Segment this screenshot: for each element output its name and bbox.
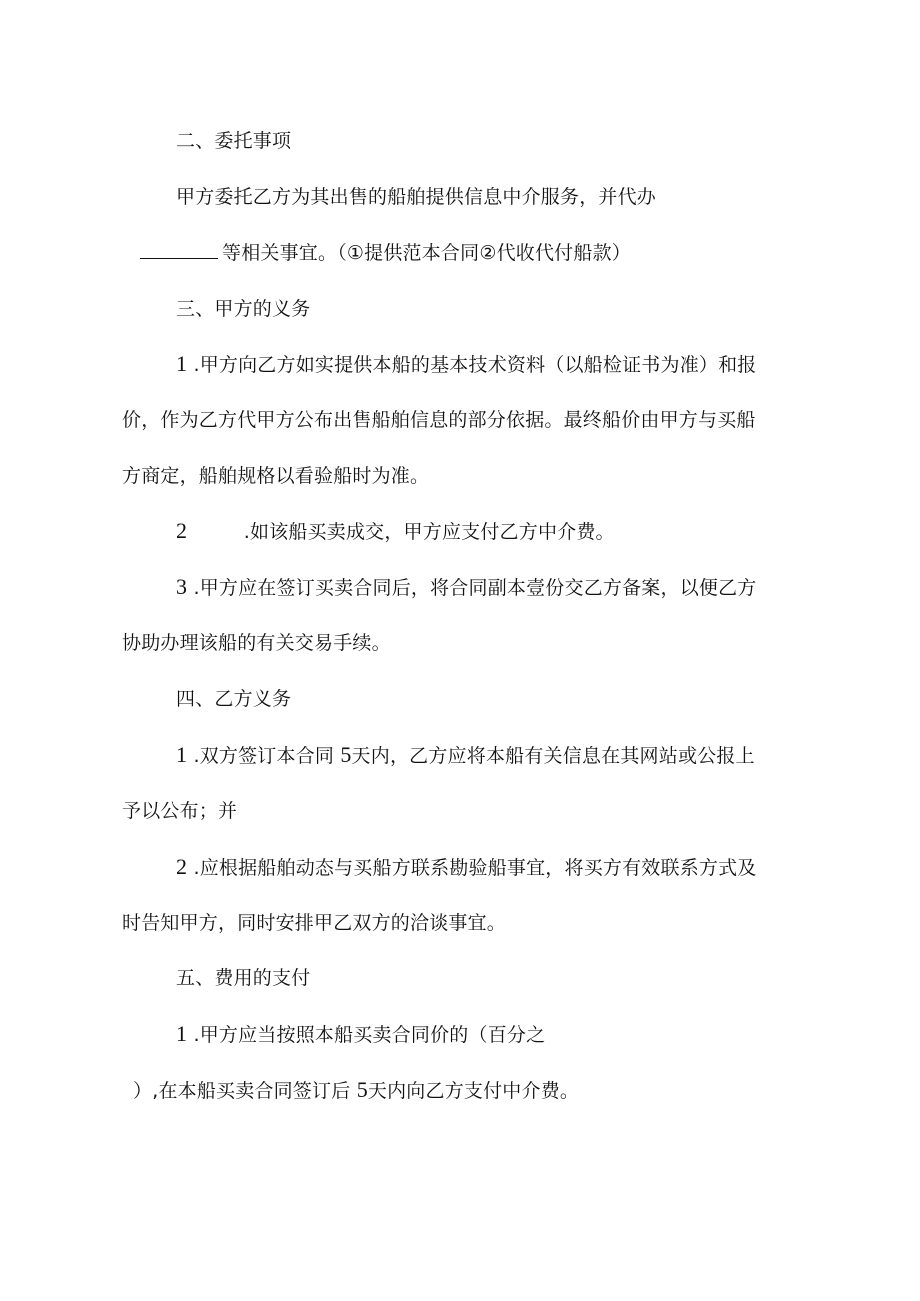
fill-in-blank: [140, 240, 218, 259]
section-3-item-1-line-3: [122, 463, 429, 489]
section-4-item-1-text-2: 予以公布；并: [122, 800, 238, 822]
section-2-heading-text: 二、委托事项: [176, 130, 292, 152]
section-4-item-2-text-2: 时告知甲方，同时安排甲乙双方的洽谈事宜。: [122, 912, 507, 934]
section-4-item-2-text-1: .应根据船舶动态与买船方联系勘验船事宜，将买方有效联系方式及: [193, 857, 757, 879]
section-5-item-1-days-number: 5: [356, 1077, 368, 1102]
section-2-paragraph-text-2: 等相关事宜。（①提供范本合同②代收代付船款）: [222, 242, 631, 264]
section-2-paragraph-line-1: [176, 184, 656, 210]
section-3-item-1-text-3: 方商定，船舶规格以看验船时为准。: [122, 465, 430, 487]
section-5-item-1-text-2b: 天内向乙方支付中介费。: [367, 1080, 580, 1102]
section-3-item-3-line-2: [122, 630, 391, 656]
section-3-item-2-number: 2: [176, 518, 188, 543]
section-2-heading: [176, 128, 291, 154]
section-5-item-1-text-1: .甲方应当按照本船买卖合同价的（百分之: [193, 1024, 546, 1046]
section-3-item-3-text-2: 协助办理该船的有关交易手续。: [122, 632, 391, 654]
section-4-item-1-line-1: [176, 742, 755, 769]
section-3-item-2-line-1: [176, 518, 615, 545]
section-5-heading-text: 五、费用的支付: [176, 967, 311, 989]
section-4-item-1-line-2: [122, 798, 237, 824]
section-4-item-2-number: 2: [176, 854, 188, 879]
section-4-item-1-text-1b: 天内，乙方应将本船有关信息在其网站或公报上: [351, 745, 755, 767]
section-4-item-1-number: 1: [176, 742, 188, 767]
section-4-heading: [176, 686, 291, 712]
section-5-item-1-line-1: [176, 1021, 545, 1048]
section-4-item-2-line-1: [176, 854, 757, 881]
section-3-item-3-line-1: [176, 574, 757, 601]
section-3-item-1-line-2: [122, 407, 756, 433]
section-4-item-2-line-2: [122, 910, 506, 936]
section-3-item-3-number: 3: [176, 574, 188, 599]
section-4-heading-text: 四、乙方义务: [176, 688, 292, 710]
section-3-item-3-text-1: .甲方应在签订买卖合同后，将合同副本壹份交乙方备案，以便乙方: [193, 577, 757, 599]
section-5-item-1-line-2: [133, 1077, 579, 1104]
section-5-heading: [176, 965, 310, 991]
section-3-item-1-number: 1: [176, 351, 188, 376]
section-3-heading: [176, 296, 310, 322]
section-4-item-1-days-number: 5: [340, 742, 352, 767]
section-3-item-1-line-1: [176, 351, 757, 378]
section-3-item-1-text-2: 价，作为乙方代甲方公布出售船舶信息的部分依据。最终船价由甲方与买船: [122, 409, 756, 431]
section-2-paragraph-line-2: [140, 240, 631, 266]
section-5-item-1-number: 1: [176, 1021, 188, 1046]
section-4-item-1-text-1a: .双方签订本合同: [193, 745, 335, 767]
section-3-item-1-text-1: .甲方向乙方如实提供本船的基本技术资料（以船检证书为准）和报: [193, 354, 757, 376]
section-3-item-2-text-1: .如该船买卖成交，甲方应支付乙方中介费。: [243, 521, 615, 543]
section-3-heading-text: 三、甲方的义务: [176, 298, 311, 320]
section-5-item-1-text-2a: ）,在本船买卖合同签订后: [133, 1080, 351, 1102]
section-2-paragraph-text-1: 甲方委托乙方为其出售的船舶提供信息中介服务，并代办: [176, 186, 657, 208]
